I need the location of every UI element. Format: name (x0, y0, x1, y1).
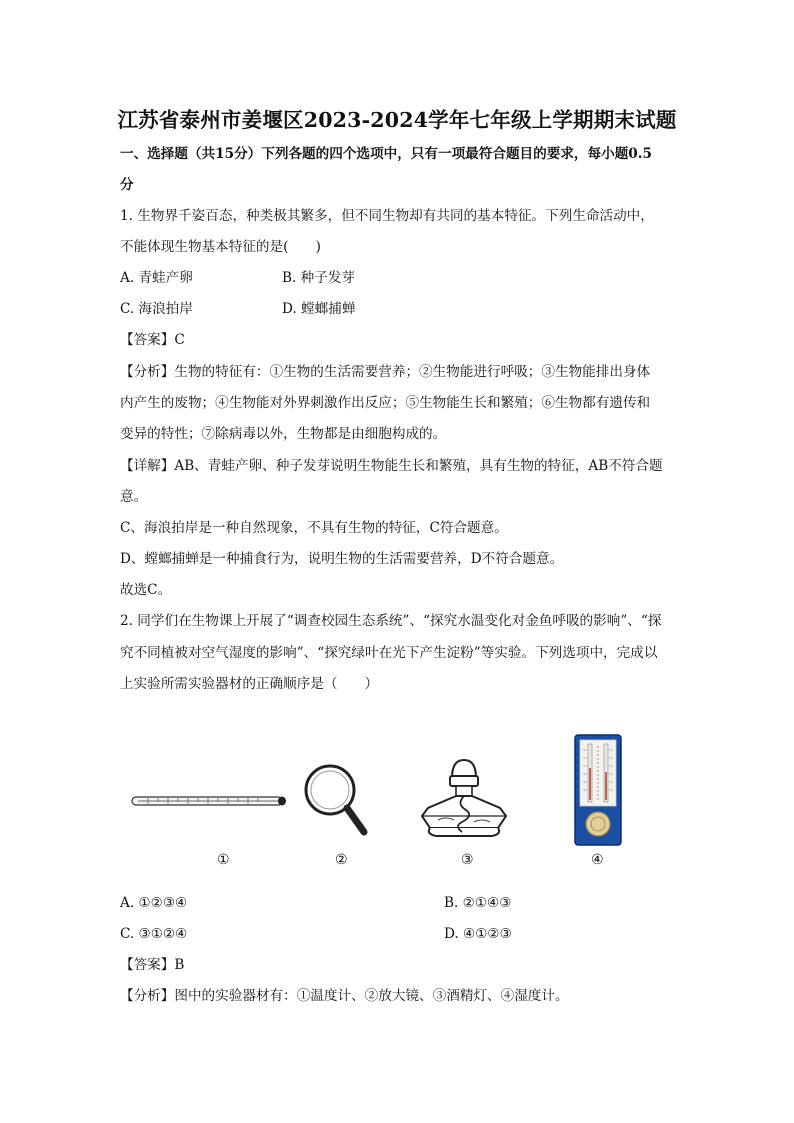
q2-analysis: 【分析】图中的实验器材有：①温度计、②放大镜、③酒精灯、④湿度计。 (120, 988, 569, 1004)
alcohol-lamp-icon (416, 756, 512, 842)
q1-analysis-cont-2: 变异的特性；⑦除病毒以外，生物都是由细胞构成的。 (120, 426, 447, 442)
q2-option-c: C. ③①②④ (120, 926, 188, 942)
q1-analysis-cont-1: 内产生的废物；④生物能对外界刺激作出反应；⑤生物能生长和繁殖；⑥生物都有遗传和 (120, 395, 651, 411)
q1-detail-cont-3: D、螳螂捕蝉是一种捕食行为，说明生物的生活需要营养，D不符合题意。 (120, 551, 564, 567)
figure-label-3: ③ (461, 852, 474, 868)
page-title: 江苏省泰州市姜堰区2023-2024学年七年级上学期期末试题 (117, 108, 677, 132)
q2-option-d: D. ④①②③ (444, 926, 512, 942)
q2-stem-cont-1: 究不同植被对空气湿度的影响”、“探究绿叶在光下产生淀粉”等实验。下列选项中，完成以 (120, 645, 658, 661)
q2-stem: 2. 同学们在生物课上开展了“调查校园生态系统”、“探究水温变化对金鱼呼吸的影响”、“探 (120, 613, 662, 629)
section-heading: 一、选择题（共15分）下列各题的四个选项中，只有一项最符合题目的要求，每小题0.5 (120, 146, 652, 162)
q1-detail: 【详解】AB、青蛙产卵、种子发芽说明生物能生长和繁殖，具有生物的特征，AB不符合题 (120, 458, 663, 474)
q1-option-d: D. 螳螂捕蝉 (282, 301, 356, 317)
q1-answer: 【答案】C (120, 332, 185, 348)
q2-stem-cont-2: 上实验所需实验器材的正确顺序是（ ） (120, 676, 379, 692)
thermometer-icon (128, 790, 288, 812)
q1-option-c: C. 海浪拍岸 (120, 301, 193, 317)
magnifier-icon (300, 760, 372, 840)
figure-label-2: ② (335, 852, 348, 868)
q1-stem-cont: 不能体现生物基本特征的是( ) (120, 239, 321, 255)
q2-answer: 【答案】B (120, 957, 185, 973)
q2-option-b: B. ②①④③ (444, 895, 512, 911)
q1-analysis: 【分析】生物的特征有：①生物的生活需要营养；②生物能进行呼吸；③生物能排出身体 (120, 364, 651, 380)
hygrometer-icon (574, 734, 622, 846)
figure-label-1: ① (217, 852, 230, 868)
figure-label-4: ④ (591, 852, 604, 868)
section-heading-cont: 分 (120, 177, 134, 193)
q1-detail-cont-1: 意。 (120, 489, 148, 505)
q1-detail-cont-2: C、海浪拍岸是一种自然现象，不具有生物的特征，C符合题意。 (120, 520, 508, 536)
q2-option-a: A. ①②③④ (120, 895, 188, 911)
q1-option-b: B. 种子发芽 (282, 270, 356, 286)
q1-option-a: A. 青蛙产卵 (120, 270, 193, 286)
q1-detail-cont-4: 故选C。 (120, 582, 172, 598)
q1-stem: 1. 生物界千姿百态，种类极其繁多，但不同生物却有共同的基本特征。下列生命活动中， (120, 208, 654, 224)
